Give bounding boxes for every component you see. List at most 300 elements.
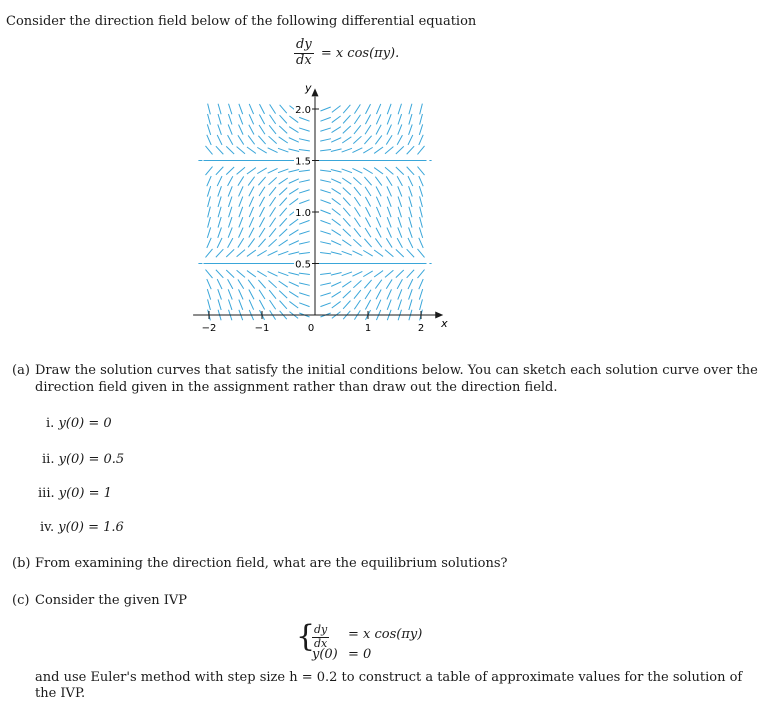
slope-segment: [299, 293, 309, 296]
slope-segment: [259, 217, 264, 227]
slope-segment: [398, 104, 401, 114]
slope-segment: [299, 150, 310, 151]
slope-segment: [218, 227, 222, 237]
slope-segment: [409, 289, 413, 299]
slope-segment: [342, 148, 352, 152]
slope-segment: [320, 293, 330, 296]
slope-segment: [288, 252, 299, 255]
slope-segment: [398, 227, 402, 237]
slope-segment: [239, 197, 243, 207]
slope-segment: [299, 220, 309, 224]
slope-segment: [386, 279, 392, 288]
slope-segment: [239, 114, 243, 124]
slope-segment: [289, 282, 299, 287]
slope-segment: [398, 299, 402, 309]
slope-segment: [205, 167, 212, 175]
slope-segment: [353, 239, 361, 246]
slope-segment: [332, 198, 341, 205]
slope-segment: [207, 227, 210, 237]
part-a-item-4: [40, 520, 124, 535]
slope-segment: [342, 251, 352, 255]
slope-segment: [332, 127, 341, 133]
slope-segment: [409, 186, 413, 196]
slope-segment: [343, 291, 351, 299]
part-b-label: (b): [12, 556, 31, 571]
slope-segment: [331, 252, 342, 255]
slope-segment: [207, 176, 211, 186]
slope-segment: [205, 249, 212, 257]
slope-segment: [279, 229, 287, 237]
slope-segment: [288, 149, 299, 152]
slope-segment: [208, 114, 211, 125]
slope-segment: [320, 283, 331, 285]
slope-segment: [375, 135, 381, 144]
slope-segment: [343, 126, 351, 134]
slope-segment: [342, 240, 351, 246]
slope-segment: [398, 196, 402, 206]
slope-segment: [332, 209, 341, 216]
slope-segment: [343, 218, 350, 226]
slope-segment: [320, 200, 330, 204]
ivp-line2-lhs: y(0): [312, 647, 338, 662]
part-c-text: Consider the given IVP: [35, 593, 188, 608]
slope-segment: [331, 179, 341, 184]
slope-segment: [299, 117, 309, 121]
slope-segment: [248, 280, 254, 289]
slope-segment: [259, 125, 265, 134]
slope-segment: [289, 138, 299, 143]
equation-rhs: = x cos(πy).: [320, 45, 400, 61]
slope-segment: [417, 167, 424, 175]
slope-segment: [238, 135, 244, 144]
slope-segment: [398, 289, 402, 299]
slope-segment: [342, 178, 351, 184]
slope-segment: [289, 291, 298, 297]
slope-segment: [420, 207, 423, 218]
slope-segment: [331, 170, 342, 173]
slope-segment: [249, 197, 254, 207]
slope-segment: [218, 114, 221, 125]
slope-segment: [385, 147, 393, 154]
slope-segment: [270, 218, 276, 227]
slope-segment: [216, 146, 223, 154]
slope-segment: [352, 168, 362, 173]
slope-segment: [376, 125, 381, 135]
slope-segment: [239, 289, 244, 299]
slope-segment: [398, 207, 401, 217]
x-axis-label: x: [441, 317, 448, 330]
slope-segment: [247, 271, 256, 277]
slope-segment: [320, 139, 331, 141]
slope-segment: [288, 170, 299, 173]
slope-segment: [268, 168, 278, 173]
slope-segment: [238, 279, 244, 288]
slope-segment: [343, 301, 350, 309]
slope-segment: [374, 147, 383, 153]
slope-segment: [299, 200, 309, 204]
slope-segment: [269, 280, 277, 287]
slope-segment: [419, 176, 423, 186]
slope-segment: [237, 147, 245, 154]
slope-segment: [342, 272, 352, 276]
slope-segment: [420, 196, 423, 207]
slope-segment: [239, 300, 243, 310]
part-a-item-3: [38, 486, 112, 501]
slope-segment: [208, 207, 211, 218]
slope-segment: [365, 104, 370, 114]
slope-segment: [229, 207, 232, 217]
y-tick-label: 1.0: [295, 208, 311, 219]
slope-segment: [216, 249, 223, 257]
part-a-text-line1: Draw the solution curves that satisfy the initial conditions below. You can sketch each solution curve over the: [35, 363, 758, 378]
slope-segment: [269, 187, 276, 196]
slope-segment: [332, 230, 341, 236]
slope-segment: [207, 279, 211, 289]
slope-segment: [320, 117, 330, 121]
slope-segment: [208, 196, 211, 207]
slope-segment: [365, 217, 370, 227]
slope-segment: [247, 250, 256, 256]
slope-segment: [342, 169, 352, 173]
slope-segment: [299, 242, 310, 244]
slope-segment: [417, 270, 424, 278]
item-condition: y(0) = 1: [58, 486, 112, 501]
slope-segment: [354, 228, 361, 237]
slope-segment: [228, 135, 233, 145]
slope-segment: [228, 114, 232, 124]
slope-segment: [299, 190, 309, 193]
slope-segment: [387, 207, 391, 217]
slope-segment: [258, 177, 265, 185]
slope-segment: [363, 147, 372, 153]
slope-segment: [364, 239, 371, 247]
slope-segment: [409, 196, 412, 207]
slope-segment: [259, 187, 265, 196]
slope-segment: [289, 241, 299, 246]
slope-segment: [343, 229, 351, 237]
part-a-item-1: [46, 416, 112, 431]
slope-segment: [419, 124, 422, 134]
slope-segment: [320, 107, 330, 111]
slope-segment: [249, 290, 254, 300]
slope-segment: [228, 238, 233, 248]
slope-segment: [320, 273, 331, 274]
slope-segment: [385, 167, 393, 174]
slope-segment: [226, 167, 234, 175]
slope-segment: [420, 299, 423, 310]
slope-segment: [387, 125, 392, 135]
part-b-text: From examining the direction field, what are the equilibrium solutions?: [35, 556, 508, 571]
slope-segment: [420, 104, 423, 115]
slope-segment: [288, 273, 299, 276]
slope-segment: [374, 271, 383, 277]
slope-segment: [299, 170, 310, 171]
slope-segment: [270, 197, 276, 206]
slope-segment: [289, 116, 298, 123]
intro-text: Consider the direction field below of the following differential equation: [6, 14, 477, 29]
y-tick-label: 2.0: [295, 105, 311, 116]
ivp-line2-rhs: = 0: [348, 647, 372, 662]
slope-segment: [374, 168, 383, 174]
slope-segment: [419, 227, 422, 237]
slope-segment: [364, 280, 371, 288]
slope-segment: [207, 186, 210, 196]
slope-segment: [409, 217, 412, 228]
slope-segment: [354, 104, 360, 113]
slope-segment: [354, 290, 361, 299]
slope-segment: [365, 187, 371, 196]
slope-segment: [409, 227, 413, 237]
item-condition: y(0) = 0.5: [58, 452, 125, 467]
slope-segment: [238, 176, 244, 185]
slope-segment: [420, 217, 423, 228]
item-label: iv.: [40, 520, 55, 535]
slope-segment: [239, 228, 244, 238]
slope-segment: [407, 249, 414, 257]
slope-segment: [417, 146, 424, 154]
slope-segment: [269, 125, 276, 134]
slope-segment: [249, 104, 253, 114]
slope-segment: [299, 180, 310, 182]
slope-segment: [376, 228, 381, 238]
slope-segment: [331, 273, 342, 276]
slope-segment: [279, 188, 287, 196]
slope-segment: [228, 186, 232, 196]
slope-segment: [419, 135, 423, 145]
slope-segment: [299, 139, 310, 141]
slope-segment: [417, 249, 424, 257]
slope-segment: [279, 178, 288, 184]
slope-segment: [398, 124, 402, 134]
slope-segment: [218, 186, 222, 196]
slope-segment: [228, 289, 232, 299]
slope-segment: [408, 176, 413, 186]
slope-segment: [419, 186, 422, 196]
part-c-after-line2: the IVP.: [35, 686, 86, 701]
slope-segment: [342, 137, 351, 143]
slope-segment: [407, 146, 414, 154]
slope-segment: [270, 104, 276, 113]
slope-segment: [387, 228, 392, 238]
slope-segment: [419, 279, 423, 289]
item-label: i.: [46, 416, 55, 431]
item-label: iii.: [38, 486, 55, 501]
slope-segment: [207, 289, 210, 299]
slope-segment: [269, 239, 277, 246]
slope-segment: [218, 289, 222, 299]
part-a-item-2: [42, 452, 124, 467]
slope-segment: [216, 167, 223, 175]
x-tick-label: −2: [201, 323, 217, 334]
slope-segment: [374, 250, 383, 256]
slope-segment: [289, 230, 298, 236]
slope-segment: [320, 180, 331, 182]
slope-segment: [320, 253, 331, 254]
slope-segment: [375, 177, 381, 186]
slope-segment: [387, 114, 391, 124]
slope-segment: [259, 104, 264, 114]
slope-segment: [419, 289, 422, 299]
ivp-derivative-numerator: dy: [314, 623, 328, 636]
slope-segment: [228, 176, 233, 186]
slope-segment: [343, 105, 350, 113]
slope-segment: [228, 227, 232, 237]
slope-segment: [396, 270, 404, 278]
slope-segment: [354, 187, 361, 196]
slope-segment: [353, 136, 361, 143]
slope-segment: [217, 238, 222, 248]
slope-segment: [268, 251, 278, 256]
x-tick-label: 0: [307, 323, 315, 334]
slope-segment: [259, 228, 265, 237]
slope-segment: [259, 300, 264, 310]
slope-segment: [207, 124, 210, 134]
ivp-line1-rhs: = x cos(πy): [348, 627, 423, 642]
slope-segment: [289, 127, 298, 133]
ivp-derivative-denominator: dx: [314, 636, 328, 650]
slope-segment: [408, 279, 413, 289]
part-a-text-line2: direction field given in the assignment rather than draw out the direction field.: [35, 380, 558, 395]
slope-segment: [331, 138, 341, 143]
slope-segment: [257, 168, 266, 174]
derivative-numerator: dy: [296, 37, 312, 52]
slope-segment: [320, 220, 330, 224]
slope-segment: [354, 300, 360, 309]
slope-segment: [270, 207, 276, 216]
slope-segment: [248, 177, 254, 186]
slope-segment: [409, 114, 412, 125]
slope-segment: [218, 124, 222, 134]
slope-segment: [332, 106, 341, 113]
slope-segment: [386, 135, 392, 144]
slope-segment: [239, 104, 243, 114]
slope-segment: [289, 179, 299, 184]
slope-segment: [343, 198, 350, 206]
slope-segment: [365, 228, 371, 237]
slope-segment: [397, 176, 402, 186]
slope-segment: [279, 281, 288, 287]
slope-segment: [280, 218, 287, 226]
slope-segment: [218, 299, 221, 310]
slope-segment: [375, 238, 381, 247]
slope-segment: [397, 135, 402, 145]
slope-segment: [248, 238, 254, 247]
slope-segment: [259, 197, 264, 207]
slope-segment: [280, 105, 287, 113]
slope-segment: [280, 115, 287, 123]
slope-segment: [363, 271, 372, 277]
slope-segment: [320, 190, 330, 193]
slope-segment: [376, 187, 381, 197]
slope-segment: [343, 208, 350, 216]
slope-segment: [387, 186, 392, 196]
slope-segment: [279, 240, 288, 246]
x-tick-label: 1: [364, 323, 372, 334]
slope-segment: [279, 126, 287, 134]
slope-segment: [258, 280, 265, 288]
y-tick-label: 0.5: [295, 259, 311, 271]
slope-segment: [396, 249, 404, 257]
slope-segment: [207, 135, 211, 145]
slope-segment: [289, 198, 298, 205]
slope-segment: [289, 219, 298, 226]
slope-segment: [376, 197, 381, 207]
slope-segment: [228, 299, 232, 309]
slope-segment: [249, 114, 254, 124]
slope-segment: [386, 238, 392, 247]
slope-segment: [289, 301, 298, 308]
slope-segment: [218, 207, 221, 218]
ivp-brace: {: [296, 619, 316, 654]
slope-segment: [396, 146, 404, 154]
slope-segment: [258, 136, 265, 144]
slope-segment: [320, 303, 330, 307]
slope-segment: [320, 210, 330, 214]
slope-segment: [354, 125, 361, 134]
slope-segment: [342, 281, 351, 287]
slope-segment: [217, 135, 222, 145]
slope-segment: [409, 207, 412, 218]
slope-segment: [237, 250, 245, 257]
slope-segment: [248, 135, 254, 144]
slope-segment: [376, 104, 380, 114]
slope-segment: [354, 115, 360, 124]
y-axis-arrow: [312, 88, 319, 96]
slope-segment: [278, 169, 288, 173]
slope-segment: [280, 301, 287, 309]
slope-segment: [239, 125, 244, 135]
slope-segment: [259, 114, 264, 124]
slope-segment: [299, 283, 310, 285]
slope-segment: [269, 290, 276, 299]
slope-segment: [299, 231, 309, 234]
slope-segment: [409, 104, 412, 115]
slope-segment: [408, 135, 413, 145]
slope-segment: [354, 197, 360, 206]
slope-segment: [249, 228, 254, 238]
slope-segment: [270, 300, 276, 309]
slope-segment: [228, 196, 232, 206]
slope-segment: [365, 197, 370, 207]
slope-segment: [279, 291, 287, 299]
derivative-fraction: [294, 38, 314, 69]
slope-segment: [398, 114, 402, 124]
slope-segment: [259, 207, 264, 217]
slope-segment: [320, 150, 331, 151]
slope-segment: [320, 170, 331, 171]
slope-segment: [397, 238, 402, 248]
slope-segment: [365, 207, 370, 217]
slope-segment: [218, 104, 221, 115]
slope-segment: [228, 124, 232, 134]
main-equation: [294, 38, 399, 69]
slope-segment: [353, 177, 361, 184]
slope-segment: [229, 104, 232, 114]
slope-segment: [218, 217, 221, 228]
y-tick-label: 1.5: [295, 156, 311, 168]
x-tick-label: 2: [417, 323, 425, 334]
item-condition: y(0) = 1.6: [58, 520, 124, 535]
slope-segment: [278, 272, 288, 276]
slope-segment: [289, 188, 298, 194]
slope-segment: [205, 146, 212, 154]
slope-segment: [396, 167, 404, 175]
slope-segment: [269, 177, 277, 184]
slope-segment: [387, 289, 392, 299]
slope-segment: [331, 241, 341, 246]
slope-segment: [226, 270, 234, 278]
slope-segment: [247, 147, 256, 153]
